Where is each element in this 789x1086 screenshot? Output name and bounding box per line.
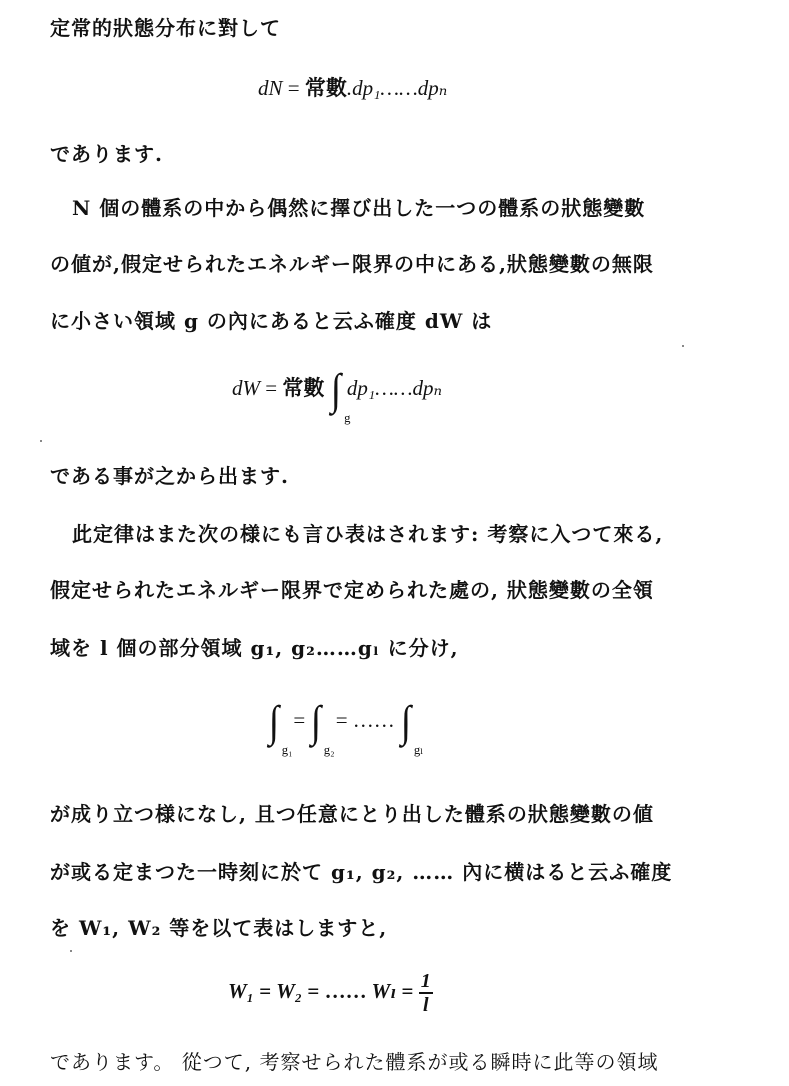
eq4-dots: …… — [324, 978, 367, 1003]
eq4-w1: W₁ — [228, 978, 254, 1003]
eq2-lhs: dW — [232, 375, 260, 400]
scan-speck — [70, 950, 72, 952]
eq1-equals: = — [287, 76, 300, 100]
text-line-9: 域を l 個の部分領域 g₁, g₂……gₗ に分け, — [50, 636, 459, 660]
eq2-integral-subscript: g — [343, 410, 351, 425]
equation-dW — [232, 365, 443, 425]
eq3-sub-1: g₁ — [281, 742, 293, 757]
integral-sign-1: ∫ g₁ — [268, 697, 293, 757]
eq1-rhs: .dp₁……dpₙ — [346, 76, 448, 100]
integral-sign-2: ∫ g₂ — [311, 697, 336, 757]
scan-speck — [40, 440, 42, 442]
eq3-equals-1: = — [293, 707, 306, 732]
eq1-constant: 常數 — [304, 76, 347, 100]
equation-integrals — [268, 697, 424, 757]
text-line-5: に小さい領域 g の內にあると云ふ確度 dW は — [50, 309, 493, 333]
eq2-equals: = — [265, 375, 278, 400]
text-line-12: を W₁, W₂ 等を以て表はしますと, — [50, 916, 388, 940]
text-line-7: 此定律はまた次の様にも言ひ表はされます: 考察に入つて來る, — [72, 522, 664, 546]
text-line-10: が成り立つ様になし, 且つ任意にとり出した體系の狀態變數の値 — [50, 802, 654, 826]
eq2-constant: 常數 — [282, 375, 325, 400]
equation-dN — [258, 72, 447, 102]
scan-speck — [682, 345, 684, 347]
eq3-sub-2: g₂ — [324, 742, 336, 757]
text-line-13: であります。 從つて, 考察せられた體系が或る瞬時に此等の領域 — [50, 1050, 659, 1074]
text-line-4: の値が,假定せられたエネルギー限界の中にある,狀態變數の無限 — [50, 252, 654, 276]
eq1-lhs: dN — [258, 76, 283, 100]
text-line-11: が或る定まつた一時刻に於て g₁, g₂, …… 內に横はると云ふ確度 — [50, 860, 673, 884]
eq3-equals-2: = …… — [335, 707, 395, 732]
fraction-numerator: 1 — [420, 970, 431, 992]
fraction-one-over-l — [419, 970, 433, 1016]
text-line-3: N 個の體系の中から偶然に擇び出した一つの體系の狀態變數 — [72, 196, 646, 220]
eq4-equals-1: = — [259, 978, 272, 1003]
text-line-8: 假定せられたエネルギー限界で定められた處の, 狀態變數の全領 — [50, 578, 654, 602]
text-line-1: 定常的狀態分布に對して — [50, 16, 281, 40]
eq4-w2: W₂ — [276, 978, 303, 1003]
eq3-sub-3: gₗ — [413, 742, 424, 757]
text-line-6: である事が之から出ます. — [50, 464, 289, 488]
text-line-2: であります. — [50, 142, 163, 166]
equation-probabilities — [228, 970, 433, 1016]
eq4-wl: Wₗ — [371, 978, 397, 1003]
fraction-denominator: l — [422, 994, 429, 1016]
eq4-equals-2: = — [307, 978, 320, 1003]
integral-sign-3: ∫ gₗ — [400, 697, 424, 757]
eq4-equals-3: = — [401, 978, 414, 1003]
eq2-rhs: dp₁……dpₙ — [346, 375, 443, 400]
integral-sign: ∫ g — [330, 365, 351, 425]
